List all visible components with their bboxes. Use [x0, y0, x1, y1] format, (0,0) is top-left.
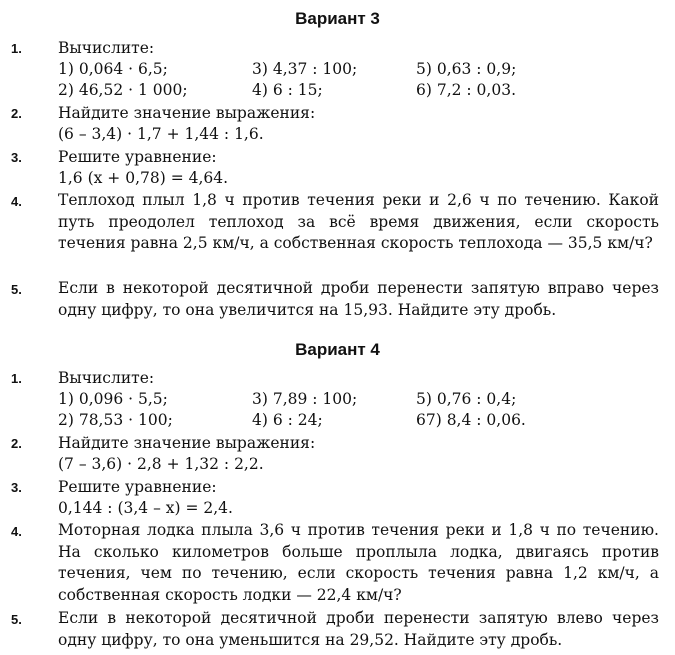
variant-4-title: Вариант 4 [295, 340, 380, 359]
v4-task-1-item: 67) 8,4 : 0,06. [416, 411, 526, 429]
v3-task-5-number: 5. [11, 282, 22, 297]
v4-task-1-item: 2) 78,53 · 100; [58, 411, 173, 429]
v3-task-3-number: 3. [11, 150, 22, 165]
v4-task-3-number: 3. [11, 480, 22, 495]
v4-task-1-item: 3) 7,89 : 100; [252, 390, 358, 408]
variant-3-title: Вариант 3 [295, 9, 380, 28]
v3-task-4-number: 4. [11, 194, 22, 209]
v4-task-3-instruction: Решите уравнение: [58, 478, 217, 496]
v4-task-4-number: 4. [11, 524, 22, 539]
v3-task-4-text: Теплоход плыл 1,8 ч против течения реки и 2,6 ч по течению. Какой путь преодолел теплоход за всё время движения, если скорость течения равна 2,5 км/ч, а собственная скорость теплохода — 35,5 км/ч? [58, 191, 659, 253]
v3-task-1-item: 2) 46,52 · 1 000; [58, 81, 188, 99]
v4-task-5-text: Если в некоторой десятичной дроби перенести запятую влево через одну цифру, то она уменьшится на 29,52. Найдите эту дробь. [58, 609, 659, 649]
v4-task-5-number: 5. [11, 612, 22, 627]
v4-task-2-instruction: Найдите значение выражения: [58, 434, 316, 452]
v4-task-1-item: 4) 6 : 24; [252, 411, 323, 429]
v3-task-3-instruction: Решите уравнение: [58, 148, 217, 166]
v3-task-1-item: 1) 0,064 · 6,5; [58, 60, 168, 78]
v3-task-2-instruction: Найдите значение выражения: [58, 104, 316, 122]
v3-task-1-item: 3) 4,37 : 100; [252, 60, 358, 78]
v4-task-2-number: 2. [11, 436, 22, 451]
v4-task-1-item: 1) 0,096 · 5,5; [58, 390, 168, 408]
v3-task-2-expression: (6 – 3,4) · 1,7 + 1,44 : 1,6. [58, 125, 264, 143]
v4-task-1-item: 5) 0,76 : 0,4; [416, 390, 517, 408]
v3-task-1-item: 4) 6 : 15; [252, 81, 323, 99]
v4-task-3-expression: 0,144 : (3,4 – x) = 2,4. [58, 499, 233, 517]
v4-task-1-instruction: Вычислите: [58, 369, 155, 387]
v3-task-1-instruction: Вычислите: [58, 39, 155, 57]
v4-task-4-text: Моторная лодка плыла 3,6 ч против течения реки и 1,8 ч по течению. На сколько километров больше проплыла лодка, двигаясь против течения, чем по течению, если скорость течения равна 1,2 км/ч, а собственная скорость лодки — 22,4 км/ч? [58, 521, 659, 605]
v3-task-1-item: 6) 7,2 : 0,03. [416, 81, 517, 99]
v3-task-2-number: 2. [11, 106, 22, 121]
v4-task-1-number: 1. [11, 371, 22, 386]
v3-task-1-item: 5) 0,63 : 0,9; [416, 60, 517, 78]
v3-task-5-text: Если в некоторой десятичной дроби перенести запятую вправо через одну цифру, то она увеличится на 15,93. Найдите эту дробь. [58, 279, 659, 319]
v3-task-1-number: 1. [11, 41, 22, 56]
v3-task-3-expression: 1,6 (x + 0,78) = 4,64. [58, 169, 229, 187]
v4-task-2-expression: (7 – 3,6) · 2,8 + 1,32 : 2,2. [58, 455, 264, 473]
